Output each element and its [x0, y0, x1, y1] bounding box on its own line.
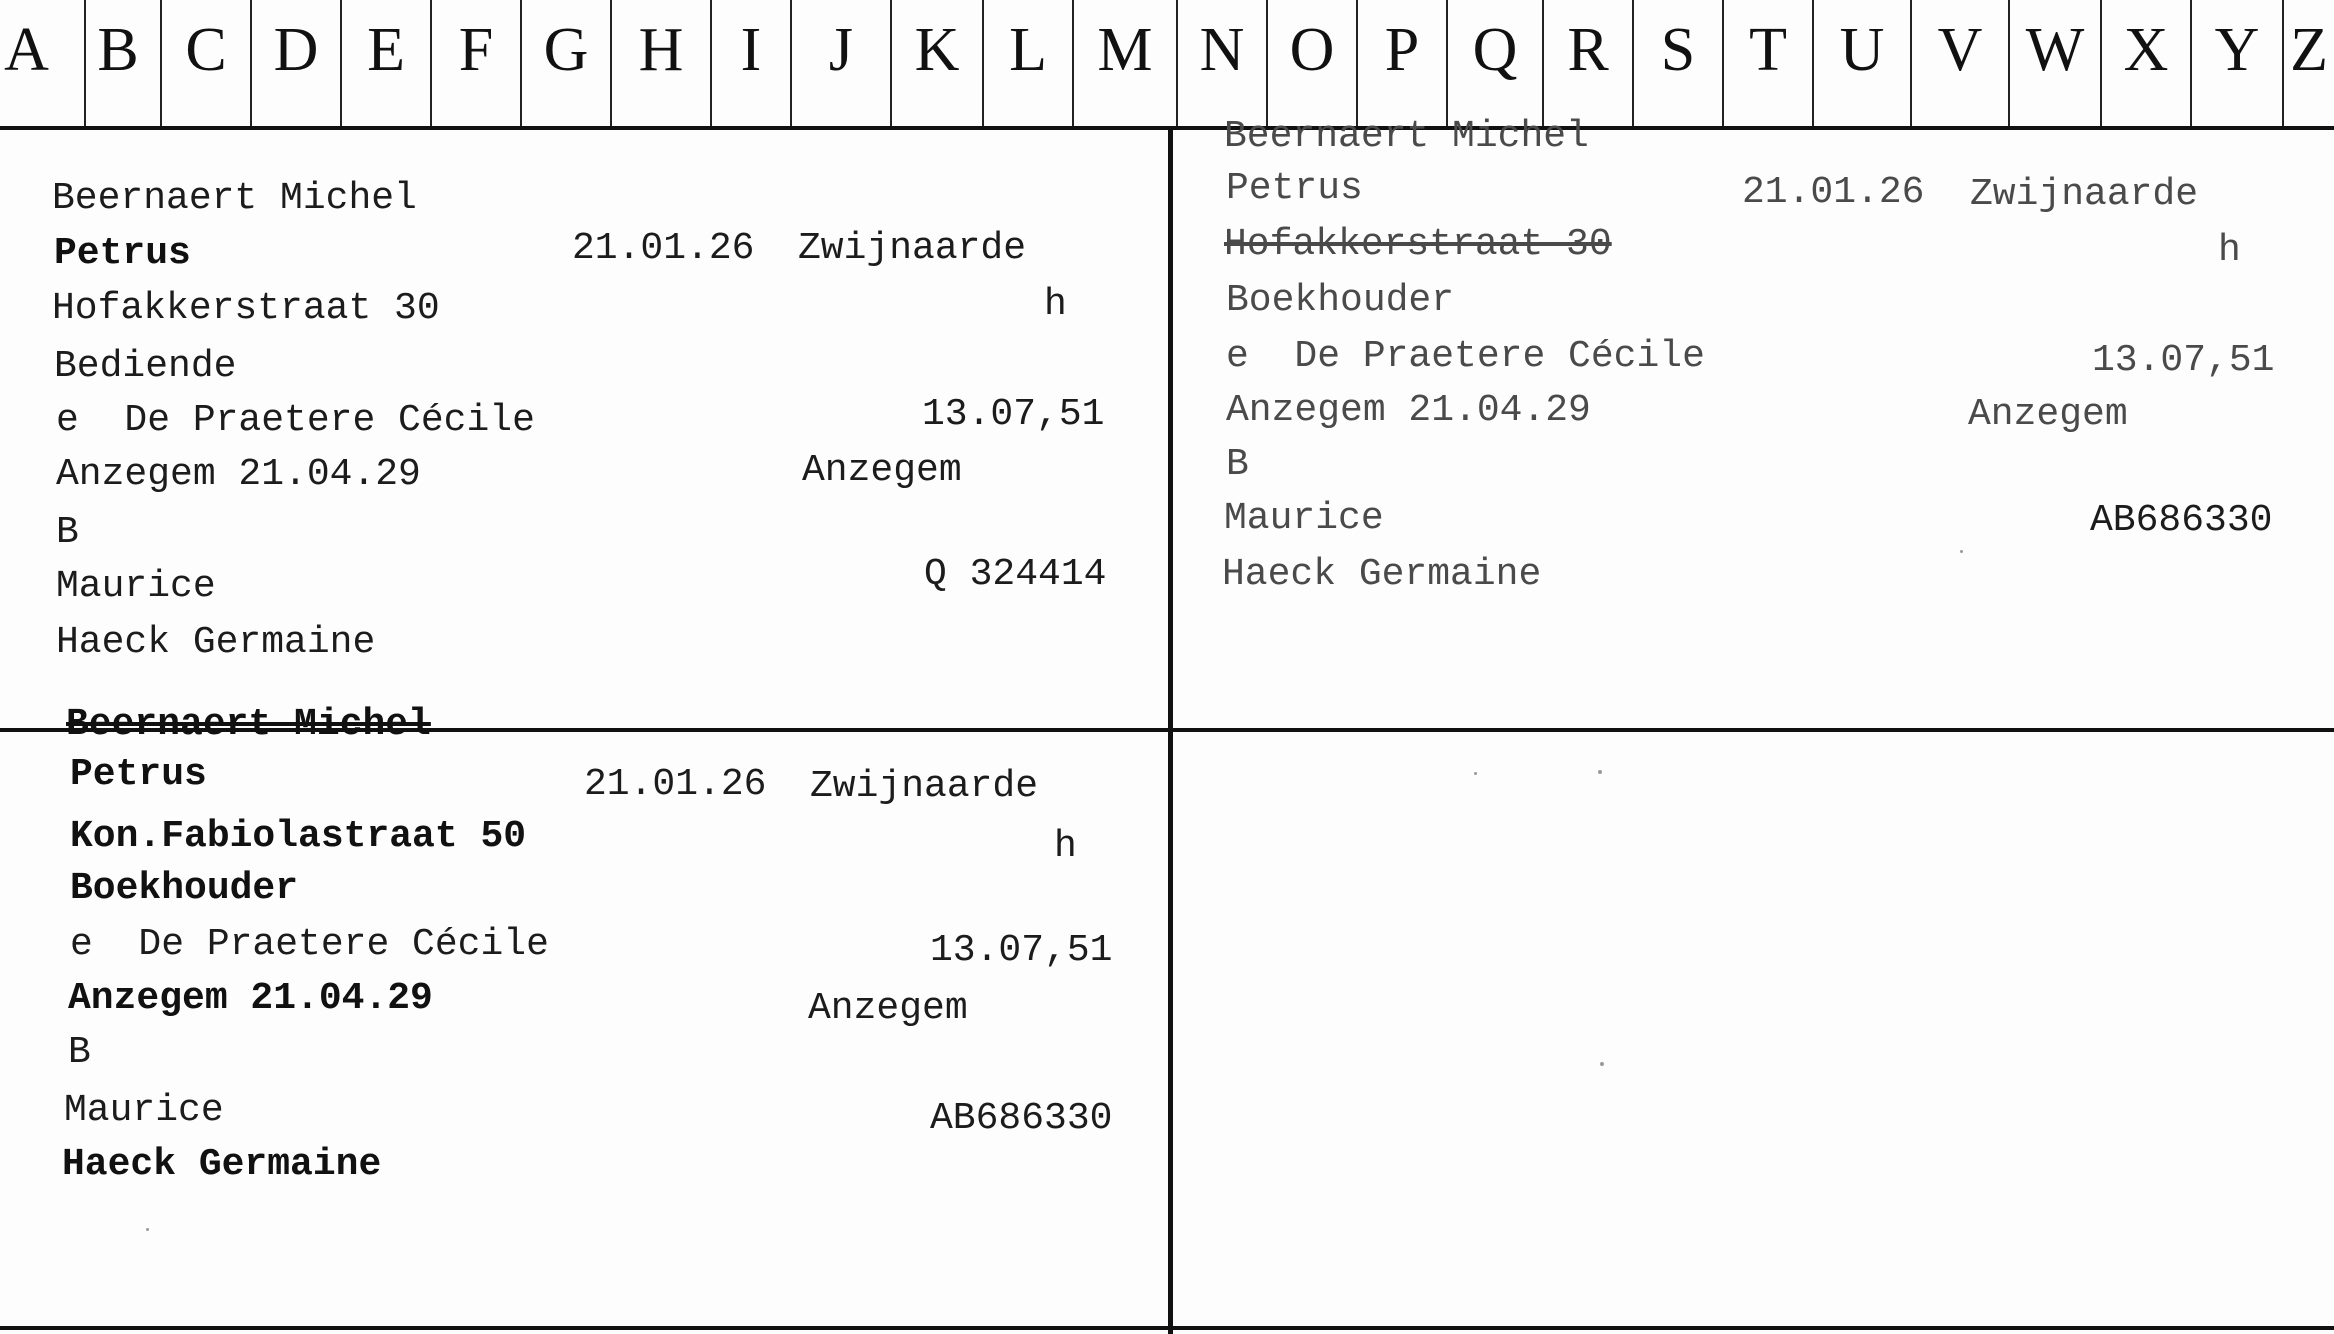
alphabet-letter: A — [4, 16, 49, 84]
sex: h — [1044, 283, 1067, 326]
alphabet-letter: D — [250, 0, 340, 126]
person-name-struck: Beernaert Michel — [66, 703, 431, 746]
alphabet-letter: T — [1722, 0, 1812, 126]
birth-place: Zwijnaarde — [798, 227, 1027, 270]
alphabet-letter: X — [2100, 0, 2190, 126]
birth-date: 21.01.26 — [1742, 171, 1925, 214]
id-number: AB686330 — [2090, 499, 2273, 542]
alphabet-letter: B — [84, 0, 150, 126]
alphabet-index-row — [0, 0, 2334, 126]
marriage-date: 13.07,51 — [922, 393, 1105, 436]
first-name: Petrus — [70, 753, 207, 796]
occupation: Boekhouder — [70, 867, 299, 910]
paper-speck — [1600, 1062, 1604, 1066]
alphabet-letter: Q — [1446, 0, 1542, 126]
alphabet-letter: C — [160, 0, 250, 126]
first-name: Petrus — [54, 232, 191, 275]
mother-name: Haeck Germaine — [1222, 553, 1542, 596]
birth-date: 21.01.26 — [584, 763, 767, 806]
header-rule — [0, 126, 2334, 130]
sex: h — [2218, 229, 2241, 272]
birth-place: Zwijnaarde — [1970, 173, 2199, 216]
marriage-place: Anzegem — [802, 449, 962, 492]
address: Kon.Fabiolastraat 50 — [70, 815, 527, 858]
alphabet-letter: Y — [2190, 0, 2282, 126]
alphabet-letter: J — [790, 0, 890, 126]
father-name: Maurice — [64, 1089, 224, 1132]
alphabet-letter: Z — [2282, 0, 2334, 126]
alphabet-letter: R — [1542, 0, 1632, 126]
marriage-date: 13.07,51 — [930, 929, 1113, 972]
occupation: Boekhouder — [1226, 279, 1455, 322]
person-name: Beernaert Michel — [52, 177, 417, 220]
alphabet-letter: U — [1812, 0, 1910, 126]
code: B — [68, 1031, 91, 1074]
spouse: e De Praetere Cécile — [56, 399, 535, 442]
paper-speck — [1960, 550, 1963, 553]
marriage-date: 13.07,51 — [2092, 339, 2275, 382]
spouse-birth: Anzegem 21.04.29 — [68, 977, 433, 1020]
mother-name: Haeck Germaine — [62, 1143, 382, 1186]
paper-speck — [146, 1228, 149, 1231]
code: B — [56, 511, 79, 554]
id-number: Q 324414 — [924, 553, 1107, 596]
address-struck: Hofakkerstraat 30 — [1224, 223, 1612, 266]
vertical-divider — [1168, 130, 1173, 1334]
birth-date: 21.01.26 — [572, 227, 755, 270]
father-name: Maurice — [1224, 497, 1384, 540]
father-name: Maurice — [56, 565, 216, 608]
alphabet-letter: V — [1910, 0, 2008, 126]
alphabet-letter: E — [340, 0, 430, 126]
alphabet-letter: K — [890, 0, 982, 126]
paper-speck — [1598, 770, 1602, 774]
alphabet-letter: O — [1266, 0, 1356, 126]
birth-place: Zwijnaarde — [810, 765, 1039, 808]
code: B — [1226, 443, 1249, 486]
paper-speck — [1474, 772, 1477, 775]
alphabet-letter: M — [1072, 0, 1176, 126]
person-name: Beernaert Michel — [1224, 115, 1589, 158]
marriage-place: Anzegem — [808, 987, 968, 1030]
alphabet-letter: G — [520, 0, 610, 126]
alphabet-letter: F — [430, 0, 520, 126]
sex: h — [1054, 825, 1077, 868]
alphabet-letter: S — [1632, 0, 1722, 126]
alphabet-letter: N — [1176, 0, 1266, 126]
mother-name: Haeck Germaine — [56, 621, 376, 664]
alphabet-letter: W — [2008, 0, 2100, 126]
first-name: Petrus — [1226, 167, 1363, 210]
marriage-place: Anzegem — [1968, 393, 2128, 436]
alphabet-letter: I — [710, 0, 790, 126]
alphabet-letter: P — [1356, 0, 1446, 126]
spouse: e De Praetere Cécile — [70, 923, 549, 966]
spouse-birth: Anzegem 21.04.29 — [56, 453, 421, 496]
alphabet-letter: H — [610, 0, 710, 126]
alphabet-letter: L — [982, 0, 1072, 126]
spouse: e De Praetere Cécile — [1226, 335, 1705, 378]
bottom-divider — [0, 1326, 2334, 1330]
address: Hofakkerstraat 30 — [52, 287, 440, 330]
spouse-birth: Anzegem 21.04.29 — [1226, 389, 1591, 432]
id-number: AB686330 — [930, 1097, 1113, 1140]
occupation: Bediende — [54, 345, 237, 388]
